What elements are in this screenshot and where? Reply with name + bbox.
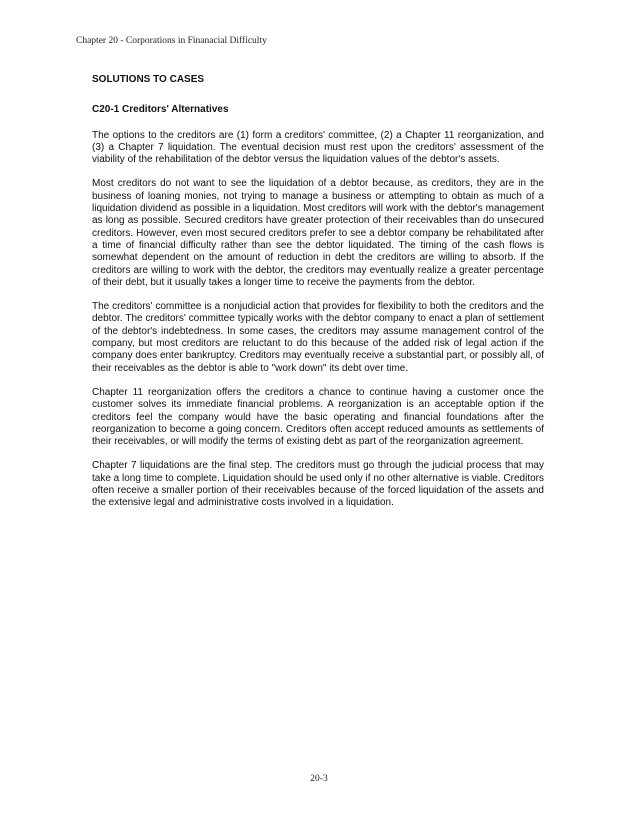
paragraph-most-creditors: Most creditors do not want to see the liquidation of a debtor because, as creditors, they are in the business of loaning monies, not trying to manage a business or attempting to obtain as much of a liquidation dividend as possible in a liquidation. Most creditors will work with the debtor's management as long as possible. Secured creditors have greater protection of their receivables than do unsecured creditors. However, even most secured creditors prefer to see a debtor company be rehabilitated after a time of financial difficulty rather than see the debtor liquidated. The timing of the cash flows is somewhat dependent on the amount of reduction in debt the creditors are willing to absorb. If the creditors are willing to work with the debtor, the creditors may eventually realize a greater percentage of their debt, but it usually takes a longer time to receive the payments from the debtor. <box>92 178 544 288</box>
paragraph-creditors-committee: The creditors' committee is a nonjudicial action that provides for flexibility to both the creditors and the debtor. The creditors' committee typically works with the debtor company to enact a plan of settlement of the debtor's indebtedness. In some cases, the creditors may assume management control of the company, but most creditors are reluctant to do this because of the added risk of legal action if the company does enter bankruptcy. Creditors may eventually receive a substantial part, or possibly all, of their receivables as the debtor is able to "work down" its debt over time. <box>92 301 544 374</box>
paragraph-options: The options to the creditors are (1) form a creditors' committee, (2) a Chapter 11 reorganization, and (3) a Chapter 7 liquidation. The eventual decision must rest upon the creditors' assessment of the viability of the rehabilitation of the debtor versus the liquidation values of the debtor's assets. <box>92 129 544 166</box>
page-content <box>92 74 544 522</box>
running-header: Chapter 20 - Corporations in Finanacial Difficulty <box>76 36 267 46</box>
page-number: 20-3 <box>310 774 328 784</box>
paragraph-chapter-7: Chapter 7 liquidations are the final step. The creditors must go through the judicial process that may take a long time to complete. Liquidation should be used only if no other alternative is viable. Creditors often receive a smaller portion of their receivables because of the forced liquidation of the assets and the extensive legal and administrative costs involved in a liquidation. <box>92 460 544 509</box>
paragraph-chapter-11: Chapter 11 reorganization offers the creditors a chance to continue having a customer once the customer solves its immediate financial problems. A reorganization is an acceptable option if the creditors feel the company would have the basic operating and financial foundations after the reorganization to become a going concern. Creditors often accept reduced amounts as settlements of their receivables, or will modify the terms of existing debt as part of the reorganization agreement. <box>92 386 544 448</box>
section-title: SOLUTIONS TO CASES <box>92 74 205 85</box>
case-title: C20-1 Creditors' Alternatives <box>92 104 229 116</box>
